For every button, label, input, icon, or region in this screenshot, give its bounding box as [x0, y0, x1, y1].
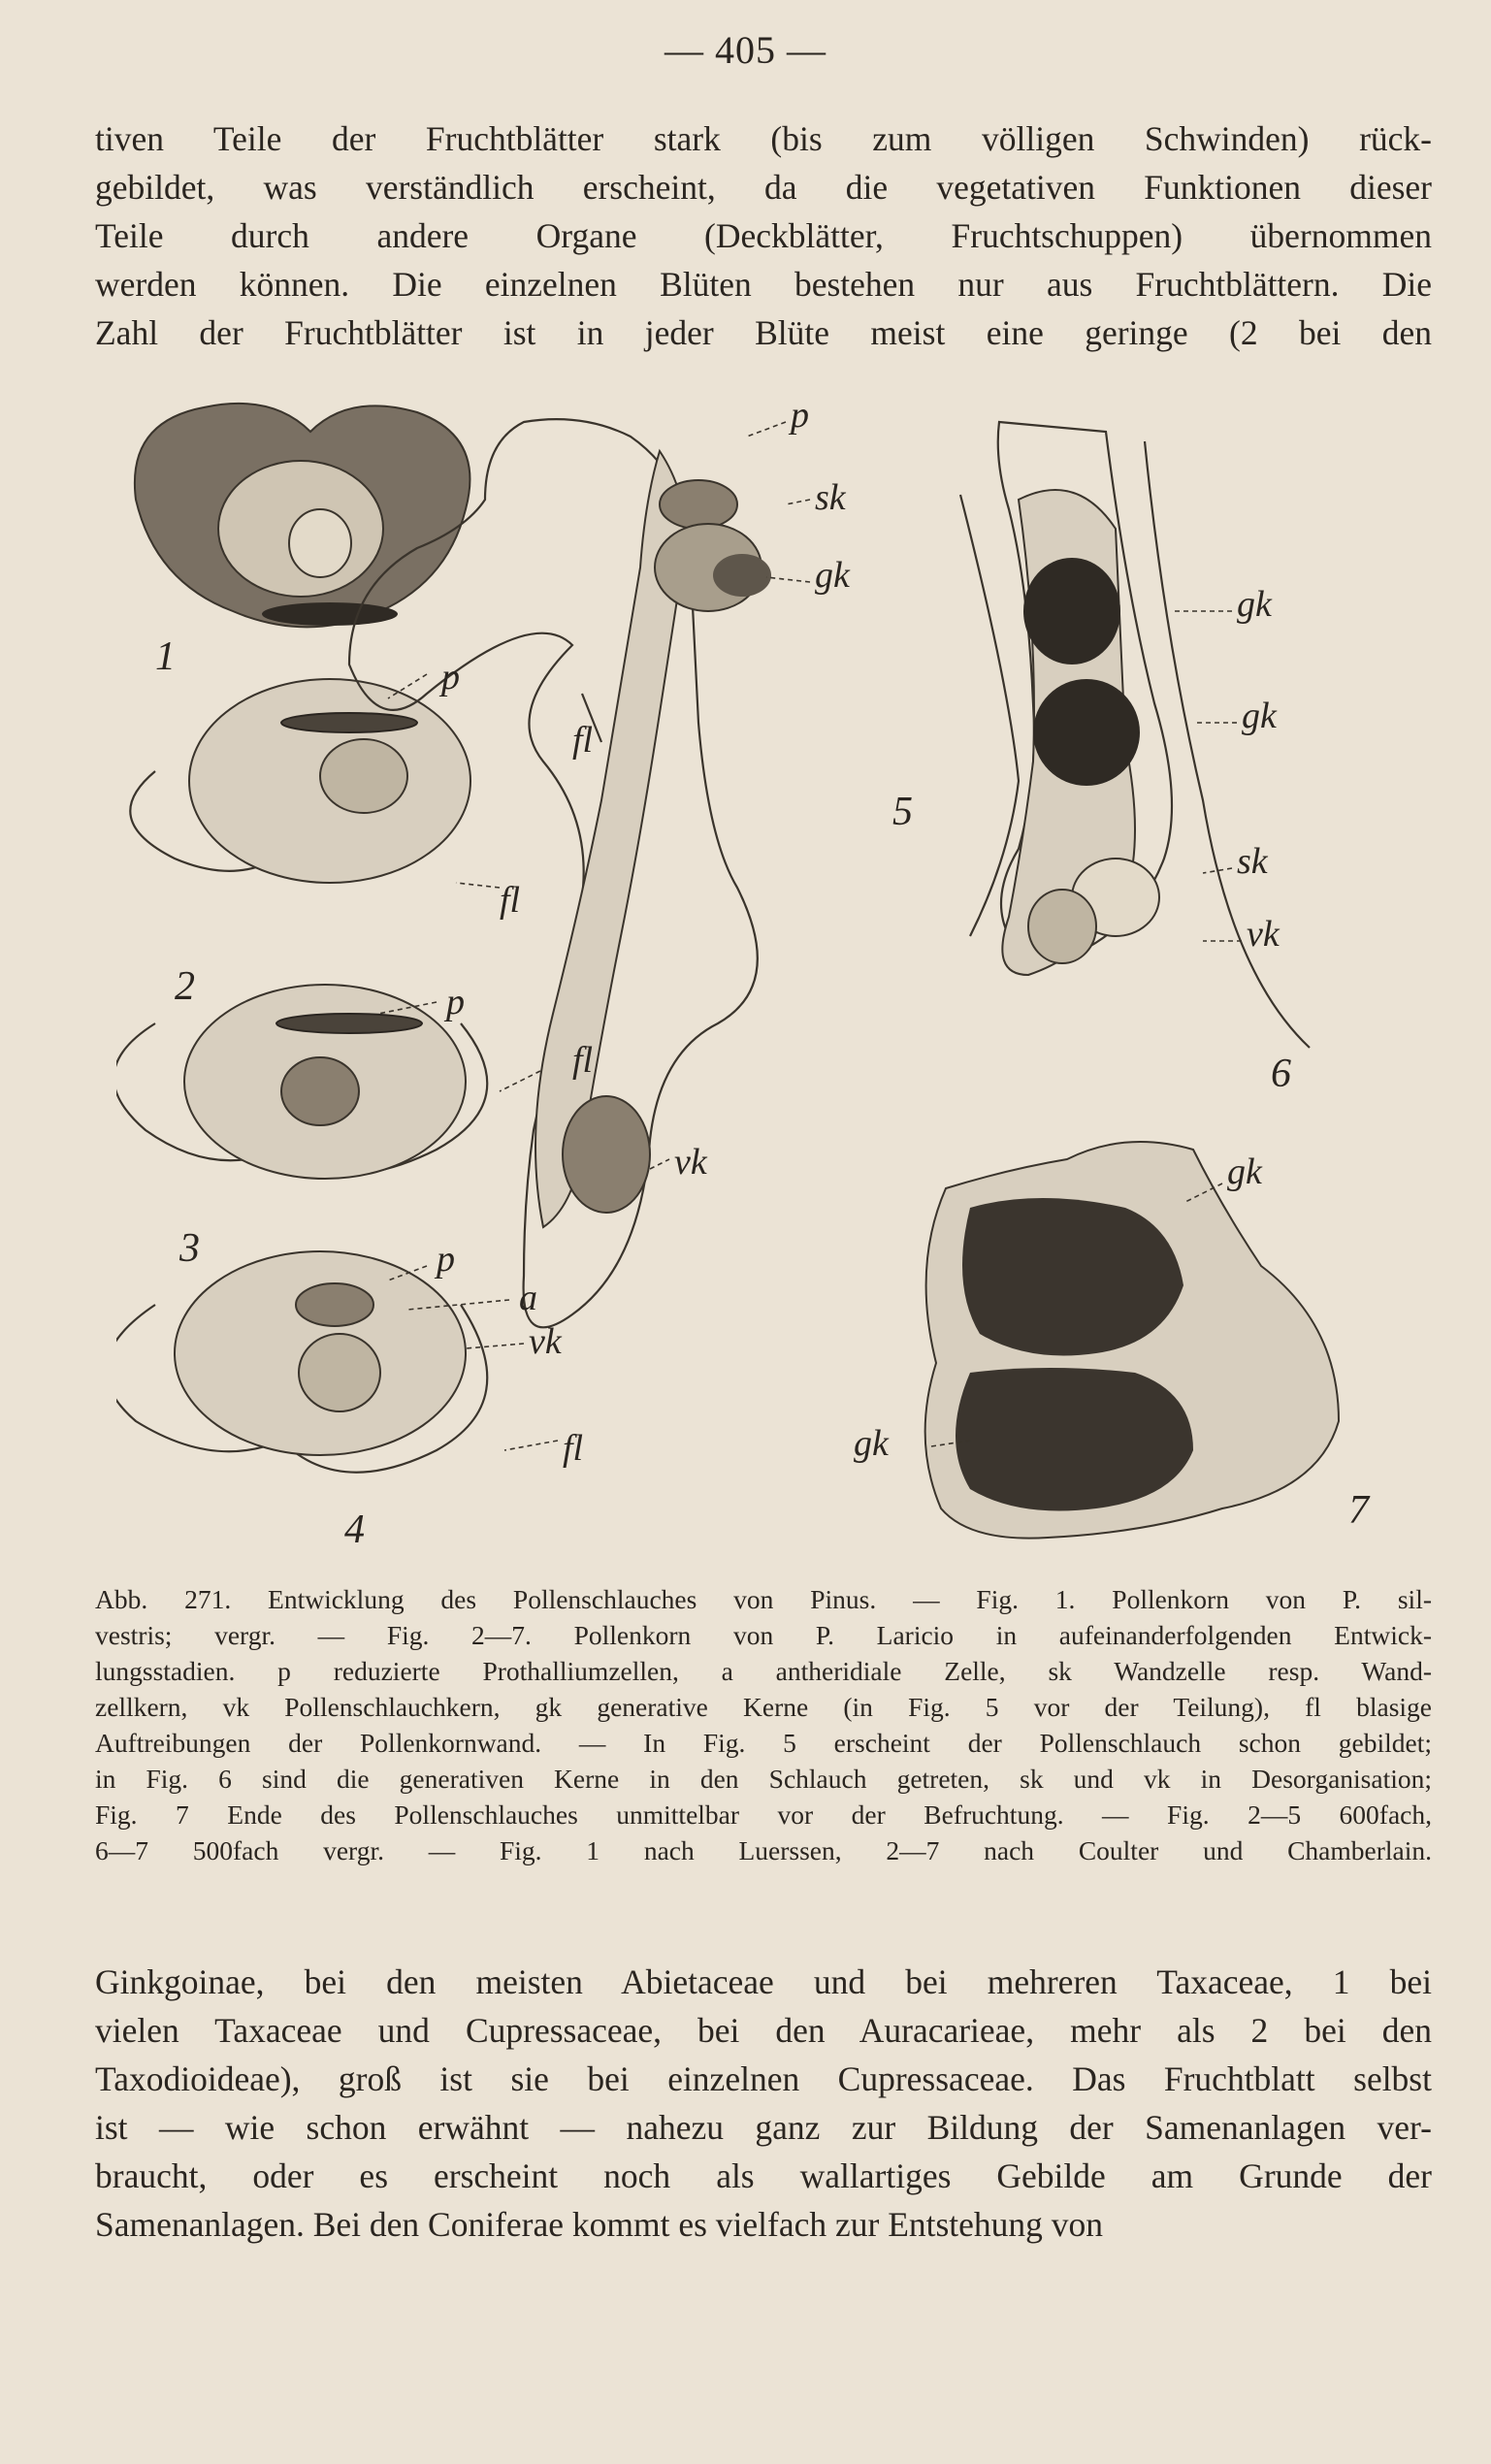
- label-gk: gk: [815, 555, 850, 596]
- text-line: Ginkgoinae, bei den meisten Abietaceae und bei mehreren Taxaceae, 1 bei: [95, 1962, 1432, 2001]
- body-paragraph-top: [95, 114, 1432, 357]
- fig-number-7: 7: [1348, 1488, 1369, 1533]
- label-gk: gk: [854, 1423, 889, 1464]
- caption-line: 6—7 500fach vergr. — Fig. 1 nach Luerssen, 2—7 nach Coulter und Chamberlain.: [95, 1835, 1432, 1865]
- label-p: p: [791, 395, 809, 436]
- label-vk: vk: [674, 1142, 707, 1183]
- figure-illustration: [116, 393, 1416, 1572]
- fig-3-drawing: [116, 985, 548, 1179]
- text-line: Taxodioideae), groß ist sie bei einzelnen Cupressaceae. Das Fruchtblatt selbst: [95, 2059, 1432, 2098]
- label-fl: fl: [572, 1040, 594, 1081]
- text-line: gebildet, was verständlich erscheint, da die vegetativen Funktionen dieser: [95, 168, 1432, 207]
- fig-number-5: 5: [892, 790, 913, 834]
- label-vk: vk: [1247, 914, 1280, 955]
- label-fl: fl: [500, 880, 521, 921]
- label-gk: gk: [1237, 584, 1272, 625]
- caption-line: in Fig. 6 sind die generativen Kerne in den Schlauch getreten, sk und vk in Desorganisation;: [95, 1764, 1432, 1794]
- fig-number-6: 6: [1271, 1052, 1291, 1096]
- label-gk: gk: [1242, 696, 1277, 736]
- label-fl: fl: [563, 1428, 584, 1469]
- label-gk: gk: [1227, 1151, 1262, 1192]
- caption-line: vestris; vergr. — Fig. 2—7. Pollenkorn von P. Laricio in aufeinanderfolgenden Entwick-: [95, 1620, 1432, 1650]
- fig-number-3: 3: [179, 1226, 200, 1271]
- label-sk: sk: [1237, 841, 1268, 882]
- caption-line: lungsstadien. p reduzierte Prothalliumzellen, a antheridiale Zelle, sk Wandzelle resp. Wand-: [95, 1656, 1432, 1686]
- label-vk: vk: [529, 1321, 562, 1362]
- fig-2-drawing: [130, 674, 500, 888]
- text-line: ist — wie schon erwähnt — nahezu ganz zur Bildung der Samenanlagen ver-: [95, 2108, 1432, 2147]
- label-a: a: [519, 1278, 537, 1318]
- fig-4-drawing: [116, 1251, 558, 1473]
- text-line: Zahl der Fruchtblätter ist in jeder Blüte meist eine geringe (2 bei den: [95, 313, 1432, 352]
- label-fl: fl: [572, 720, 594, 761]
- text-line: werden können. Die einzelnen Blüten bestehen nur aus Fruchtblättern. Die: [95, 265, 1432, 304]
- text-line: Samenanlagen. Bei den Coniferae kommt es vielfach zur Entstehung von: [95, 2205, 1104, 2244]
- caption-line: Fig. 7 Ende des Pollenschlauches unmittelbar vor der Befruchtung. — Fig. 2—5 600fach,: [95, 1799, 1432, 1830]
- fig-7-drawing: [925, 1142, 1339, 1539]
- figure-caption: [95, 1581, 1432, 1868]
- fig-number-2: 2: [175, 964, 195, 1009]
- label-sk: sk: [815, 477, 846, 518]
- text-line: Teile durch andere Organe (Deckblätter, Fruchtschuppen) übernommen: [95, 216, 1432, 255]
- fig-number-4: 4: [344, 1508, 365, 1552]
- text-line: braucht, oder es erscheint noch als wallartiges Gebilde am Grunde der: [95, 2156, 1432, 2195]
- caption-line: Auftreibungen der Pollenkornwand. — In Fig. 5 erscheint der Pollenschlauch schon gebildet;: [95, 1728, 1432, 1758]
- label-p: p: [446, 982, 465, 1022]
- figure-pollen-tube-development: [116, 393, 1416, 1572]
- caption-line: zellkern, vk Pollenschlauchkern, gk generative Kerne (in Fig. 5 vor der Teilung), fl blasige: [95, 1692, 1432, 1722]
- body-paragraph-bottom: [95, 1958, 1432, 2249]
- page-number: — 405 —: [664, 28, 827, 72]
- text-line: vielen Taxaceae und Cupressaceae, bei den Auracarieae, mehr als 2 bei den: [95, 2011, 1432, 2050]
- fig-1-drawing: [135, 404, 470, 627]
- caption-line: Abb. 271. Entwicklung des Pollenschlauches von Pinus. — Fig. 1. Pollenkorn von P. sil-: [95, 1584, 1432, 1614]
- fig-number-1: 1: [155, 634, 176, 679]
- label-p: p: [437, 1239, 455, 1280]
- text-line: tiven Teile der Fruchtblätter stark (bis zum völligen Schwinden) rück-: [95, 119, 1432, 158]
- label-p: p: [441, 657, 460, 697]
